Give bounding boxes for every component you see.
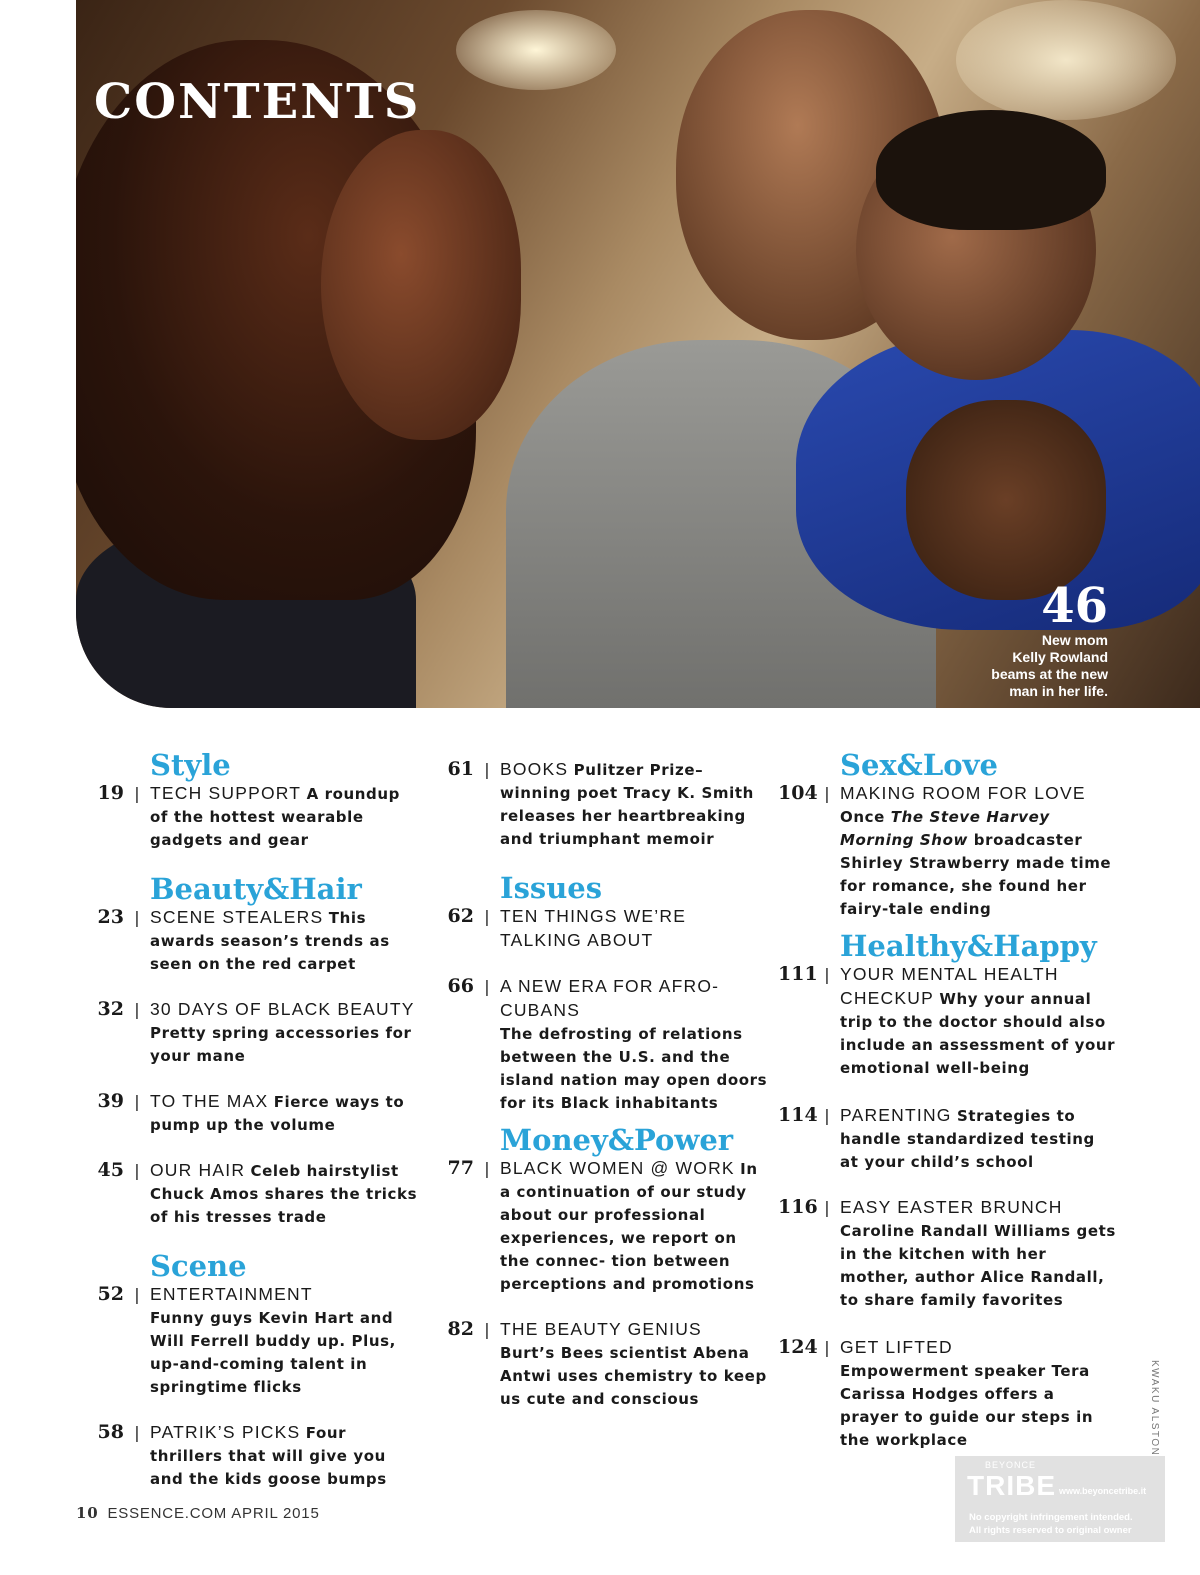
entry-description: This awards season’s trends as seen on the red carpet	[150, 909, 390, 973]
contents-column-3	[778, 748, 1118, 1452]
entry-heading: TEN THINGS WE’RE TALKING ABOUT	[500, 906, 687, 950]
toc-entry[interactable]	[88, 1159, 418, 1229]
section-heading-scene: Scene	[150, 1249, 247, 1283]
toc-entry[interactable]	[778, 963, 1118, 1080]
toc-entry[interactable]	[778, 1196, 1118, 1312]
entry-heading: BLACK WOMEN @ WORK	[500, 1158, 735, 1178]
show-title: The Steve Harvey Morning Show	[840, 808, 1050, 849]
section-heading-beauty-hair: Beauty&Hair	[150, 872, 362, 906]
entry-description: broadcaster Shirley Strawberry made time for romance, she found her fairy-tale ending	[840, 831, 1112, 918]
section-heading-healthy-happy: Healthy&Happy	[840, 929, 1097, 963]
entry-description: Pretty spring accessories for your mane	[150, 1024, 412, 1065]
toc-entry[interactable]	[778, 1104, 1118, 1174]
entry-description: A roundup of the hottest wearable gadgets and gear	[150, 785, 401, 849]
page-number: 66	[447, 975, 474, 997]
page-number: 104	[778, 782, 818, 804]
entry-heading: TECH SUPPORT	[150, 783, 302, 803]
toc-entry[interactable]	[438, 905, 768, 953]
entry-description: The defrosting of relations between the U.S. and the island nation may open doors for its Black inhabitants	[500, 1025, 768, 1112]
separator: |	[134, 1285, 140, 1304]
watermark-notice: All rights reserved to original owner	[969, 1525, 1132, 1536]
page-number: 114	[778, 1104, 818, 1126]
page-number: 124	[778, 1336, 818, 1358]
page-number: 62	[447, 905, 474, 927]
watermark-top: BEYONCE	[985, 1460, 1037, 1470]
separator: |	[824, 1338, 830, 1357]
entry-heading: SCENE STEALERS	[150, 907, 324, 927]
photo-caption-line: man in her life.	[1009, 683, 1108, 699]
photo-caption-line: beams at the new	[991, 666, 1108, 682]
page-number: 77	[447, 1157, 474, 1179]
folio-page-number: 10	[76, 1504, 99, 1522]
separator: |	[824, 1106, 830, 1125]
page-footer	[76, 1504, 320, 1522]
separator: |	[484, 907, 490, 926]
separator: |	[134, 784, 140, 803]
entry-heading: PATRIK’S PICKS	[150, 1422, 301, 1442]
entry-description: Strategies to handle standardized testing at your child’s school	[840, 1107, 1095, 1171]
page-number: 39	[97, 1090, 124, 1112]
page-number: 45	[97, 1159, 124, 1181]
toc-entry[interactable]	[88, 782, 418, 852]
entry-heading: GET LIFTED	[840, 1337, 953, 1357]
footer-date: APRIL 2015	[231, 1505, 320, 1522]
watermark-notice: No copyright infringement intended.	[969, 1512, 1133, 1523]
entry-description: Pulitzer Prize–winning poet Tracy K. Smith releases her heartbreaking and triumphant memoir	[500, 761, 754, 848]
toc-entry[interactable]	[438, 975, 768, 1115]
separator: |	[134, 1092, 140, 1111]
watermark-url: www.beyoncetribe.it	[1059, 1486, 1147, 1496]
toc-entry[interactable]	[778, 1336, 1118, 1452]
entry-description: Fierce ways to pump up the volume	[150, 1093, 405, 1134]
entry-heading: TO THE MAX	[150, 1091, 269, 1111]
separator: |	[484, 1159, 490, 1178]
separator: |	[484, 1320, 490, 1339]
watermark	[955, 1456, 1165, 1542]
page-number: 116	[778, 1196, 818, 1218]
entry-description: Empowerment speaker Tera Carissa Hodges offers a prayer to guide our steps in the workplace	[840, 1362, 1094, 1449]
separator: |	[484, 760, 490, 779]
entry-description: Once	[840, 808, 885, 826]
separator: |	[824, 784, 830, 803]
photo-caption-line: New mom	[1041, 632, 1108, 648]
section-heading-issues: Issues	[500, 871, 603, 905]
contents-column-1	[88, 748, 418, 1491]
woman-face	[321, 130, 521, 440]
section-heading-sex-love: Sex&Love	[840, 748, 998, 782]
entry-heading: THE BEAUTY GENIUS	[500, 1319, 702, 1339]
footer-site: ESSENCE.COM	[107, 1505, 228, 1522]
contents-column-2	[438, 748, 768, 1411]
page-title: CONTENTS	[94, 74, 421, 130]
toc-entry[interactable]	[88, 1421, 418, 1491]
toc-entry[interactable]	[88, 1090, 418, 1137]
entry-description: Funny guys Kevin Hart and Will Ferrell buddy up. Plus, up-and-coming talent in springtime flicks	[150, 1309, 396, 1396]
entry-description: Why your annual trip to the doctor should also include an assessment of your emotional well-being	[840, 990, 1116, 1077]
page-number: 58	[97, 1421, 124, 1443]
separator: |	[134, 908, 140, 927]
entry-heading: A NEW ERA FOR AFRO-CUBANS	[500, 976, 720, 1020]
entry-heading: YOUR MENTAL HEALTH CHECKUP	[840, 964, 1059, 1008]
separator: |	[824, 1198, 830, 1217]
page-number: 82	[447, 1318, 474, 1340]
entry-heading: ENTERTAINMENT	[150, 1284, 313, 1304]
entry-heading: EASY EASTER BRUNCH	[840, 1197, 1063, 1217]
separator: |	[134, 1000, 140, 1019]
photo-credit: KWAKU ALSTON	[1149, 1360, 1160, 1457]
page-number: 111	[778, 963, 818, 985]
section-heading-money-power: Money&Power	[500, 1123, 734, 1157]
entry-description: In a continuation of our study about our professional experiences, we report on the connec- tion between perceptions and promotions	[500, 1160, 758, 1293]
separator: |	[824, 965, 830, 984]
entry-description: Celeb hairstylist Chuck Amos shares the tricks of his tresses trade	[150, 1162, 418, 1226]
entry-heading: MAKING ROOM FOR LOVE	[840, 783, 1086, 803]
section-heading-style: Style	[150, 748, 231, 782]
page-number: 23	[97, 906, 124, 928]
toc-entry[interactable]	[88, 1283, 418, 1399]
entry-heading: BOOKS	[500, 759, 569, 779]
toc-entry[interactable]	[88, 906, 418, 976]
toc-entry[interactable]	[778, 782, 1118, 921]
entry-heading: PARENTING	[840, 1105, 952, 1125]
toc-entry[interactable]	[88, 998, 418, 1068]
entry-heading: 30 DAYS OF BLACK BEAUTY	[150, 999, 415, 1019]
photo-page-number: 46	[1041, 578, 1108, 634]
toc-entry[interactable]	[438, 758, 768, 851]
toc-entry[interactable]	[438, 1318, 768, 1411]
lamp-glow	[456, 10, 616, 90]
man-hand	[906, 400, 1106, 600]
page-number: 19	[97, 782, 124, 804]
page-number: 32	[97, 998, 124, 1020]
entry-description: Caroline Randall Williams gets in the kitchen with her mother, author Alice Randall, to share family favorites	[840, 1222, 1116, 1309]
baby-hair	[876, 110, 1106, 230]
entry-description: Burt’s Bees scientist Abena Antwi uses chemistry to keep us cute and conscious	[500, 1344, 767, 1408]
toc-entry[interactable]	[438, 1157, 768, 1296]
separator: |	[134, 1161, 140, 1180]
entry-heading: OUR HAIR	[150, 1160, 246, 1180]
page-number: 52	[97, 1283, 124, 1305]
entry-description: Four thrillers that will give you and the kids goose bumps	[150, 1424, 387, 1488]
window-glow	[956, 0, 1176, 120]
photo-page-reference[interactable]	[888, 580, 1108, 700]
separator: |	[484, 977, 490, 996]
separator: |	[134, 1423, 140, 1442]
photo-caption-line: Kelly Rowland	[1012, 649, 1108, 665]
page-number: 61	[447, 758, 474, 780]
watermark-brand: TRIBE	[967, 1470, 1056, 1501]
